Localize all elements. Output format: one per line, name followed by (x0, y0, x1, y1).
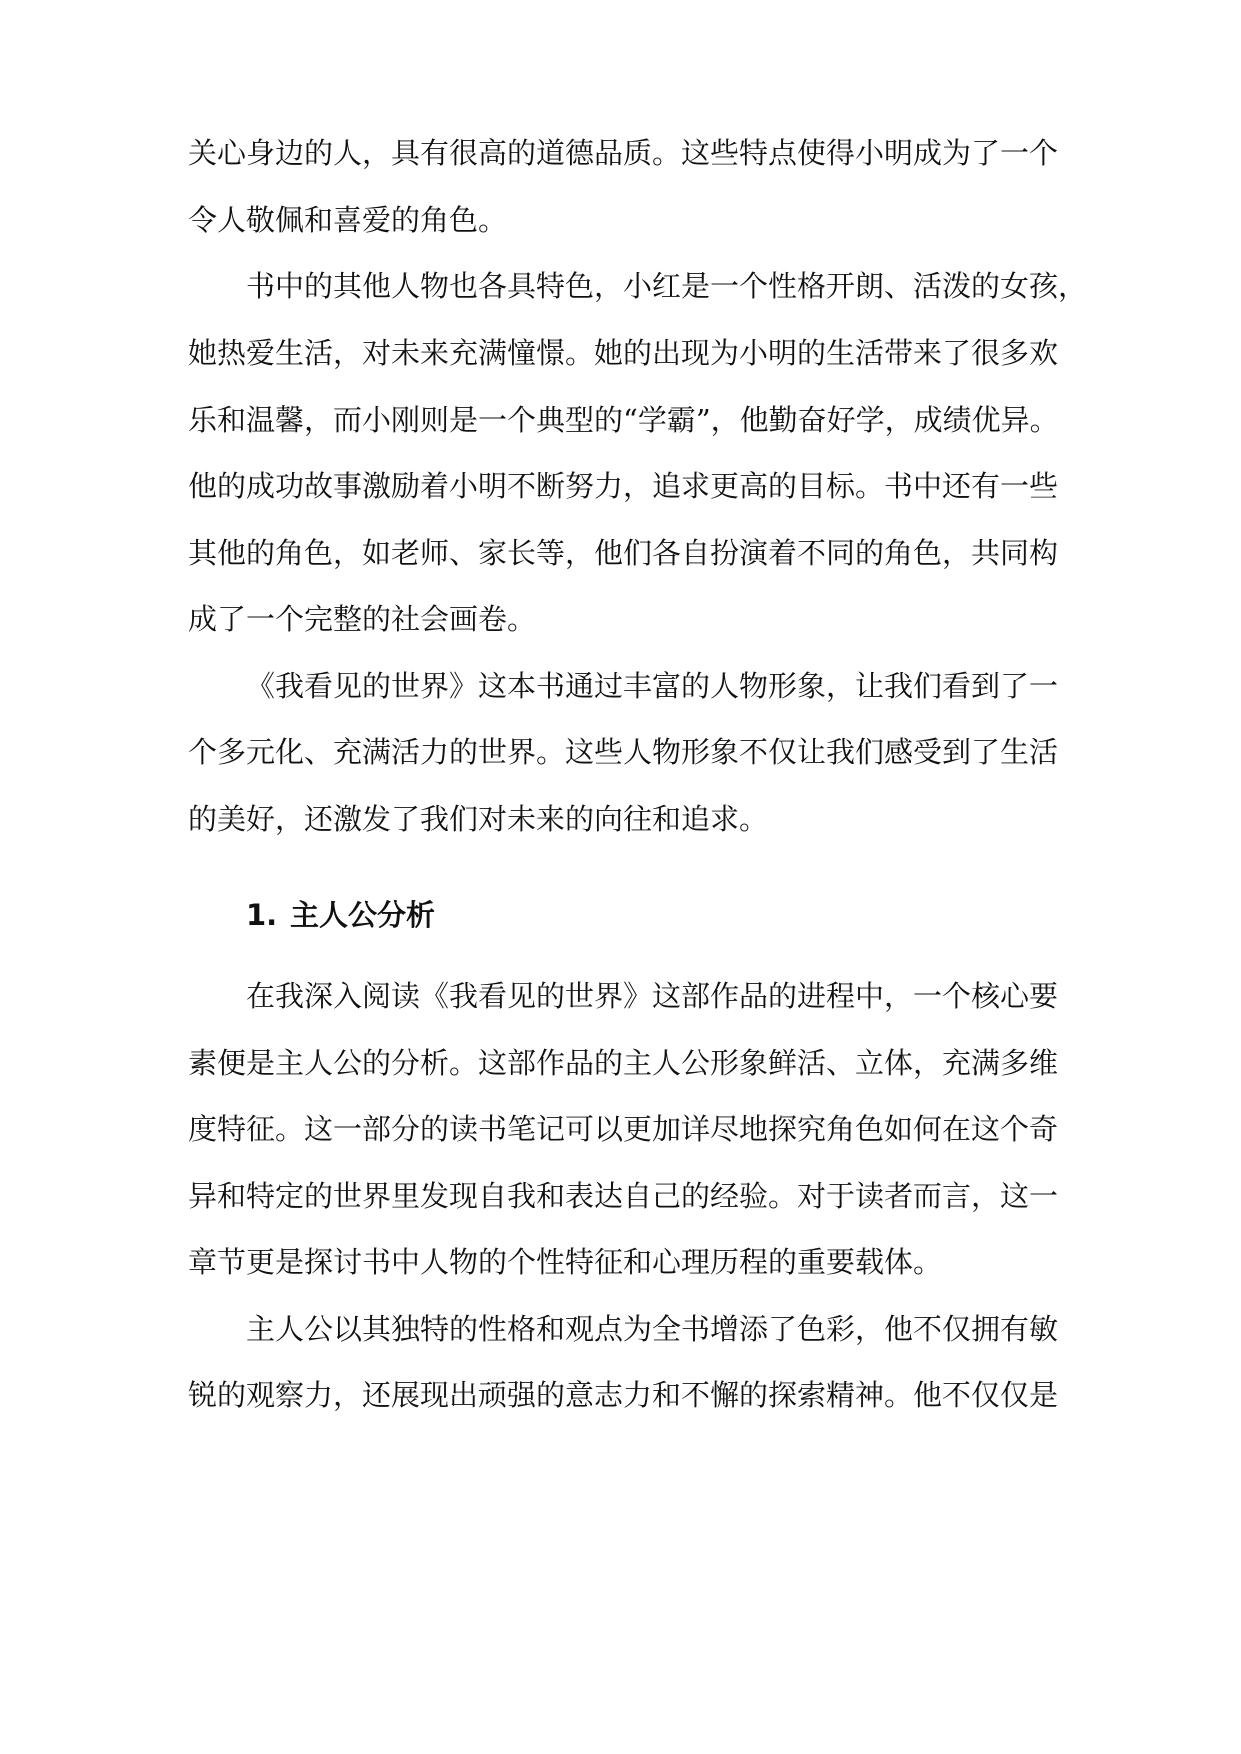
section-heading (246, 895, 435, 935)
text-line: 在我深入阅读《我看见的世界》这部作品的进程中，一个核心要 (246, 979, 1059, 1013)
section-title: 主人公分析 (290, 898, 436, 932)
text-line: 个多元化、充满活力的世界。这些人物形象不仅让我们感受到了生活 (188, 735, 1059, 769)
text-line: 《我看见的世界》这本书通过丰富的人物形象，让我们看到了一 (246, 669, 1059, 703)
text-line: 的美好，还激发了我们对未来的向往和追求。 (188, 802, 769, 836)
text-line: 章节更是探讨书中人物的个性特征和心理历程的重要载体。 (188, 1245, 943, 1279)
text-line: 她热爱生活，对未来充满憧憬。她的出现为小明的生活带来了很多欢 (188, 336, 1059, 370)
text-line: 度特征。这一部分的读书笔记可以更加详尽地探究角色如何在这个奇 (188, 1112, 1059, 1146)
text-line: 书中的其他人物也各具特色，小红是一个性格开朗、活泼的女孩， (246, 269, 1088, 303)
section-number: 1. (246, 898, 278, 932)
text-line: 素便是主人公的分析。这部作品的主人公形象鲜活、立体，充满多维 (188, 1046, 1059, 1080)
text-line: 成了一个完整的社会画卷。 (188, 602, 537, 636)
text-line: 异和特定的世界里发现自我和表达自己的经验。对于读者而言，这一 (188, 1179, 1059, 1213)
text-line: 其他的角色，如老师、家长等，他们各自扮演着不同的角色，共同构 (188, 536, 1059, 570)
text-line: 他的成功故事激励着小明不断努力，追求更高的目标。书中还有一些 (188, 469, 1059, 503)
text-line: 主人公以其独特的性格和观点为全书增添了色彩，他不仅拥有敏 (246, 1312, 1059, 1346)
text-line: 锐的观察力，还展现出顽强的意志力和不懈的探索精神。他不仅仅是 (188, 1378, 1059, 1412)
text-line: 令人敬佩和喜爱的角色。 (188, 203, 508, 237)
text-line: 乐和温馨，而小刚则是一个典型的“学霸”，他勤奋好学，成绩优异。 (188, 403, 1059, 437)
text-line: 关心身边的人，具有很高的道德品质。这些特点使得小明成为了一个 (188, 136, 1059, 170)
